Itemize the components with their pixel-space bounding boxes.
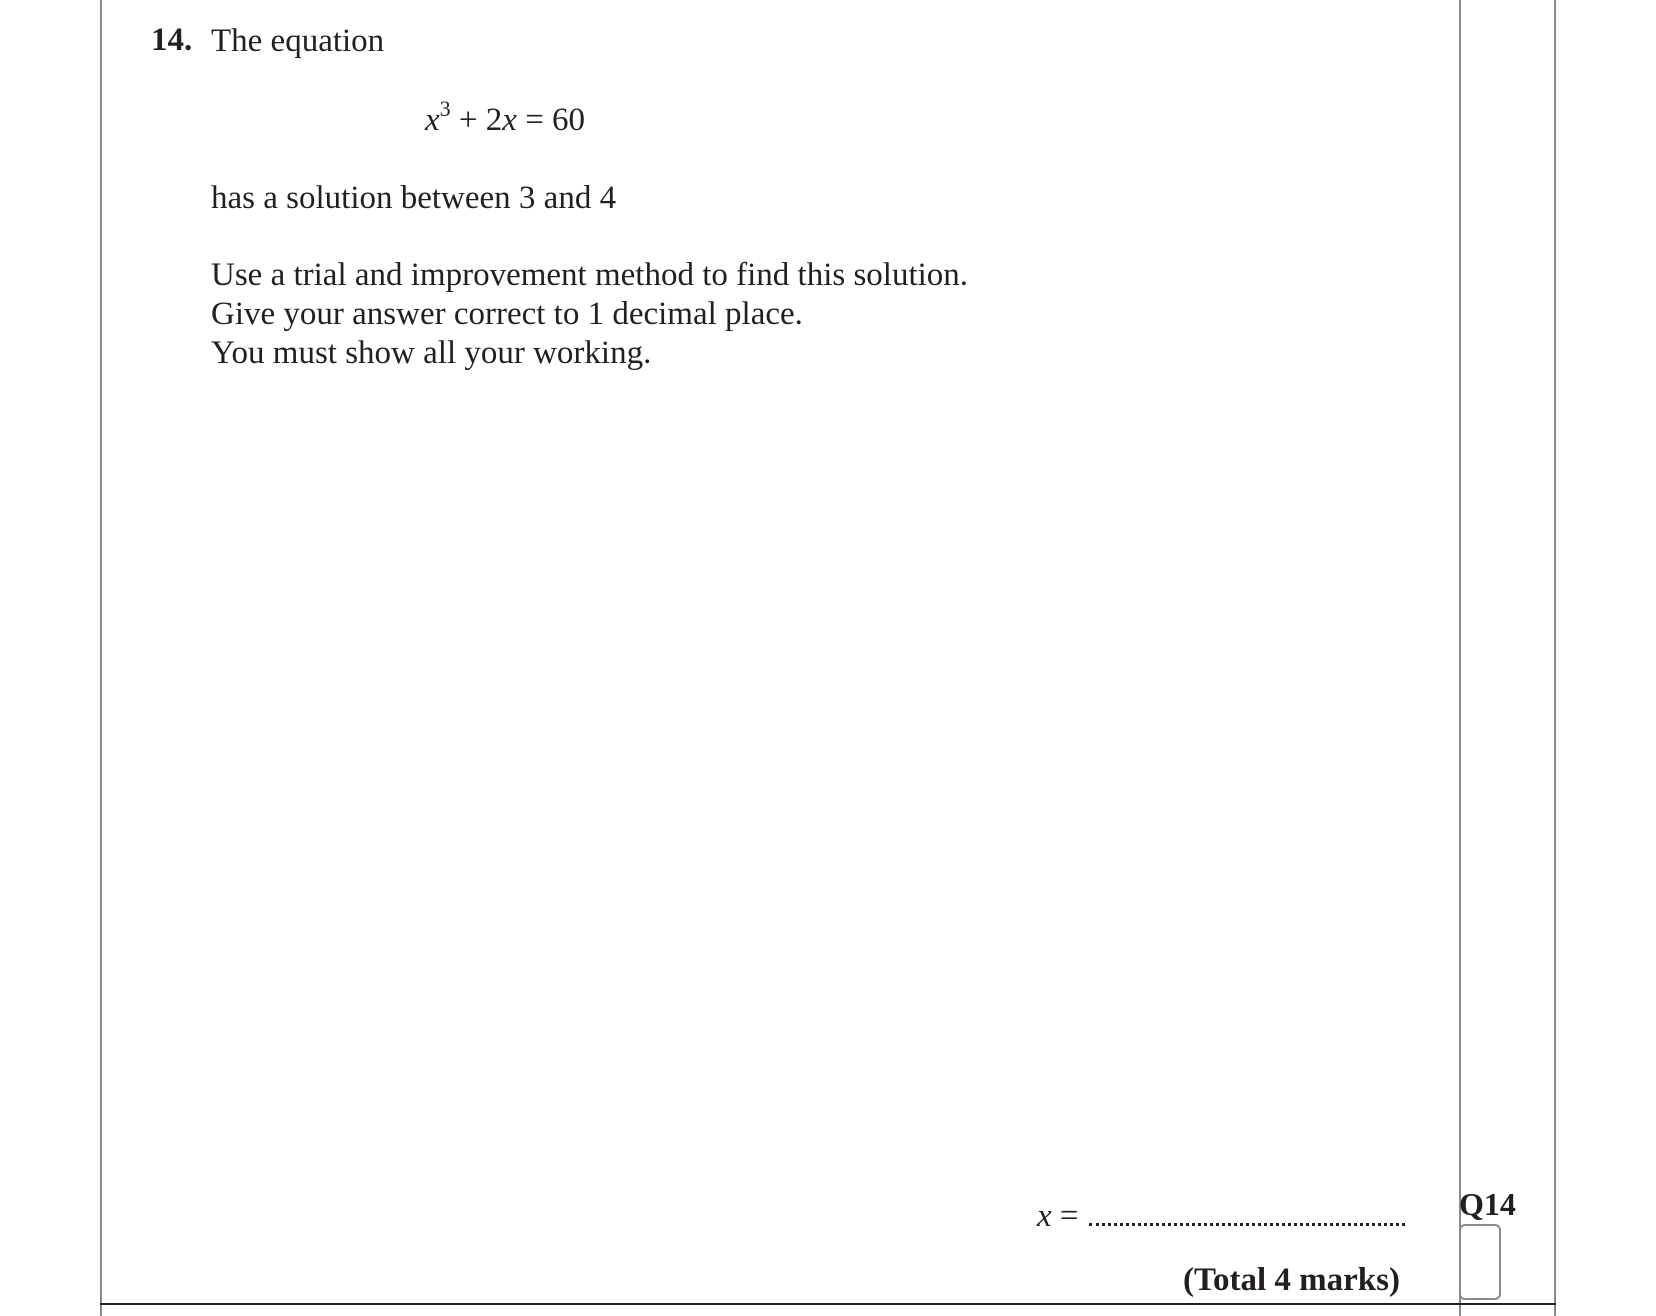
margin-border-line <box>1459 0 1461 1316</box>
total-marks: (Total 4 marks) <box>1183 1262 1400 1298</box>
answer-equals: = <box>1051 1198 1079 1234</box>
right-border-line <box>1554 0 1556 1316</box>
left-border-line <box>100 0 102 1316</box>
answer-line <box>1037 1198 1405 1235</box>
solution-statement: has a solution between 3 and 4 <box>211 180 617 216</box>
equation-exponent: 3 <box>439 96 451 121</box>
bottom-border-line <box>100 1303 1556 1305</box>
equation-rhs: = 60 <box>516 102 586 138</box>
equation-variable-2: x <box>502 102 517 138</box>
instructions <box>211 256 968 373</box>
answer-variable: x <box>1037 1198 1052 1234</box>
mark-box[interactable] <box>1459 1224 1501 1300</box>
equation <box>425 96 586 140</box>
question-number: 14. <box>151 22 193 58</box>
instruction-line: Use a trial and improvement method to find this solution. <box>211 257 969 293</box>
instruction-line: Give your answer correct to 1 decimal place. <box>211 296 803 332</box>
answer-field[interactable] <box>1089 1219 1405 1226</box>
question-intro: The equation <box>211 23 385 59</box>
equation-operator: + 2 <box>450 102 503 138</box>
instruction-line: You must show all your working. <box>211 335 652 371</box>
margin-question-label: Q14 <box>1459 1186 1516 1222</box>
equation-variable: x <box>425 102 440 138</box>
